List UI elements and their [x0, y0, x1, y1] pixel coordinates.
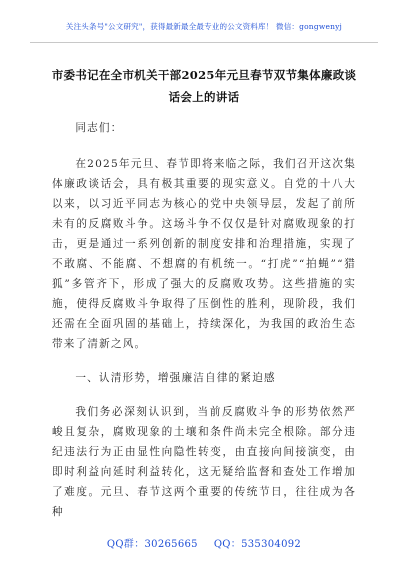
header-notice: 关注头条号"公文研究"，获得最新最全最专业的公文资料库！ 微信：gongwenyj [65, 22, 343, 31]
document-title-line-2: 话会上的讲话 [168, 90, 240, 104]
document-title-line-1: 市委书记在全市机关干部2025年元旦春节双节集体廉政谈 [51, 68, 357, 82]
section-heading-1: 一、认清形势，增强廉洁自律的紧迫感 [75, 372, 276, 384]
footer-qq-number: QQ：535304092 [213, 539, 302, 550]
footer-contact [0, 535, 408, 550]
paragraph-intro: 在2025年元旦、春节即将来临之际，我们召开这次集体廉政谈话会，具有极其重要的现实意义。自党的十八大以来，以习近平同志为核心的党中央领导层，发起了前所未有的反腐败斗争。这场斗争不仅仅是针对腐败现象的打击，更是通过一系列创新的制度安排和治理措施，实现了不敢腐、不能腐、不想腐的有机统一。“打虎”“拍蝇”“猎狐”多管齐下，形成了强大的反腐败攻势。这些措施的实施，使得反腐败斗争取得了压倒性的胜利，现阶段，我们还需在全面巩固的基础上，持续深化，为我国的政治生态带来了清新之风。 [52, 158, 356, 350]
paragraph-situation: 我们务必深刻认识到，当前反腐败斗争的形势依然严峻且复杂，腐败现象的土壤和条件尚未完全根除。部分违纪违法行为正由显性向隐性转变，由直接向间接演变，由即时利益向延时利益转化，这无疑给监督和查处工作增加了难度。元旦、春节这两个重要的传统节日，往往成为各种 [52, 406, 356, 518]
salutation: 同志们： [75, 122, 123, 134]
document-body [52, 118, 356, 536]
document-title [40, 64, 368, 108]
header-divider [30, 42, 378, 43]
footer-qq-group: QQ群：30265665 [106, 539, 198, 550]
